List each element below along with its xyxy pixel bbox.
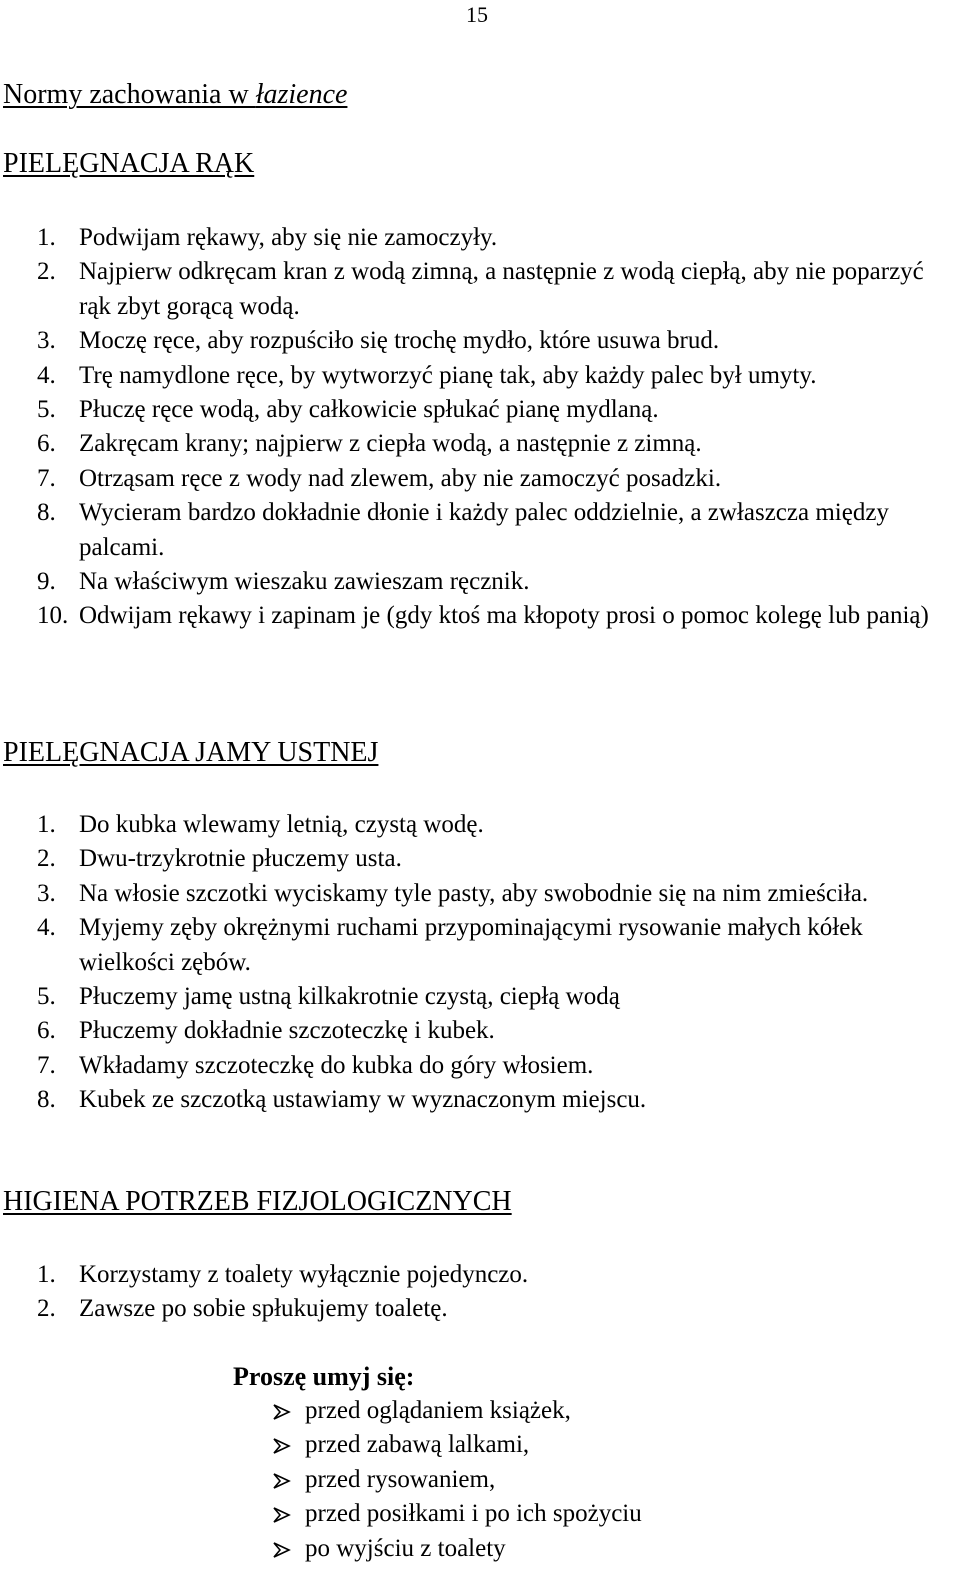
reminder-item-text: przed rysowaniem, (305, 1465, 496, 1493)
item-text: Najpierw odkręcam kran z wodą zimną, a następnie z wodą ciepłą, aby nie poparzyć rąk zbyt gorącą wodą. (79, 258, 924, 320)
section-heading-hand-care: PIELĘGNACJA RĄK (3, 148, 255, 179)
document-title (3, 79, 347, 111)
item-text: Otrząsam ręce z wody nad zlewem, aby nie zamoczyć posadzki. (79, 464, 722, 492)
item-number: 6. (37, 1017, 56, 1045)
item-number: 6. (37, 430, 56, 458)
reminder-item (233, 1463, 642, 1497)
reminder-item (233, 1394, 642, 1428)
item-text: Płuczemy dokładnie szczoteczkę i kubek. (79, 1017, 495, 1045)
item-text: Myjemy zęby okrężnymi ruchami przypominającymi rysowanie małych kółek wielkości zębów. (79, 914, 863, 976)
list-item (0, 1014, 959, 1048)
list-item (0, 1083, 959, 1117)
item-number: 4. (37, 361, 56, 389)
arrowhead-icon (273, 1438, 291, 1454)
title-prefix: Normy zachowania w (3, 79, 256, 110)
reminder-item-text: po wyjściu z toalety (305, 1534, 506, 1562)
item-number: 3. (37, 879, 56, 907)
item-text: Płuczemy jamę ustną kilkakrotnie czystą, ciepłą wodą (79, 983, 620, 1011)
item-number: 8. (37, 1086, 56, 1114)
reminder-item (233, 1428, 642, 1462)
item-text: Wkładamy szczoteczkę do kubka do góry włosiem. (79, 1051, 594, 1079)
item-number: 2. (37, 845, 56, 873)
list-item (0, 221, 959, 255)
page-number: 15 (466, 2, 488, 27)
list-item (0, 599, 959, 633)
item-number: 8. (37, 499, 56, 527)
item-text: Trę namydlone ręce, by wytworzyć pianę tak, aby każdy palec był umyty. (79, 361, 817, 389)
list-item (0, 359, 959, 393)
item-number: 7. (37, 464, 56, 492)
item-number: 1. (37, 224, 56, 251)
arrowhead-icon (273, 1507, 291, 1523)
list-item (0, 565, 959, 599)
list-item (0, 255, 959, 324)
list-item (0, 1258, 959, 1292)
item-number: 1. (37, 1261, 56, 1288)
item-number: 2. (37, 258, 56, 286)
item-text: Dwu-trzykrotnie płuczemy usta. (79, 845, 402, 873)
arrowhead-icon (273, 1542, 291, 1558)
reminder-item-text: przed posiłkami i po ich spożyciu (305, 1500, 642, 1528)
list-item (0, 980, 959, 1014)
list-item (0, 393, 959, 427)
toilet-hygiene-list (0, 1258, 959, 1327)
item-number: 5. (37, 983, 56, 1011)
list-item (0, 911, 959, 980)
item-number: 5. (37, 396, 56, 424)
list-item (0, 427, 959, 461)
list-item (0, 877, 959, 911)
item-text: Podwijam rękawy, aby się nie zamoczyły. (79, 224, 498, 251)
list-item (0, 842, 959, 876)
reminder-item-text: przed oglądaniem książek, (305, 1397, 571, 1424)
item-number: 3. (37, 327, 56, 355)
item-text: Płuczę ręce wodą, aby całkowicie spłukać pianę mydlaną. (79, 396, 659, 424)
item-text: Zawsze po sobie spłukujemy toaletę. (79, 1295, 448, 1323)
item-text: Na właściwym wieszaku zawieszam ręcznik. (79, 568, 530, 596)
item-text: Do kubka wlewamy letnią, czystą wodę. (79, 811, 484, 838)
title-emphasis: łazience (255, 79, 348, 110)
reminder-item (233, 1532, 642, 1566)
hand-care-list (0, 221, 959, 634)
item-text: Kubek ze szczotką ustawiamy w wyznaczonym miejscu. (79, 1086, 647, 1114)
item-number: 7. (37, 1051, 56, 1079)
arrowhead-icon (273, 1404, 291, 1420)
section-heading-oral-care: PIELĘGNACJA JAMY USTNEJ (3, 737, 379, 768)
item-number: 10. (37, 602, 69, 630)
item-number: 4. (37, 914, 56, 942)
section-heading-toilet-hygiene: HIGIENA POTRZEB FIZJOLOGICZNYCH (3, 1186, 512, 1217)
arrowhead-icon (273, 1473, 291, 1489)
reminder-item-text: przed zabawą lalkami, (305, 1431, 530, 1459)
reminder-title: Proszę umyj się: (233, 1362, 415, 1391)
list-item (0, 324, 959, 358)
list-item (0, 1049, 959, 1083)
list-item (0, 1292, 959, 1326)
item-number: 9. (37, 568, 56, 596)
item-number: 2. (37, 1295, 56, 1323)
item-text: Zakręcam krany; najpierw z ciepła wodą, a następnie z zimną. (79, 430, 702, 458)
reminder-list (233, 1394, 642, 1566)
item-text: Odwijam rękawy i zapinam je (gdy ktoś ma kłopoty prosi o pomoc kolegę lub panią) (79, 602, 929, 630)
reminder-item (233, 1497, 642, 1531)
item-text: Moczę ręce, aby rozpuściło się trochę mydło, które usuwa brud. (79, 327, 720, 355)
item-text: Na włosie szczotki wyciskamy tyle pasty, aby swobodnie się na nim zmieściła. (79, 879, 869, 907)
list-item (0, 462, 959, 496)
item-text: Korzystamy z toalety wyłącznie pojedynczo. (79, 1261, 529, 1288)
wash-reminder (233, 1360, 642, 1566)
item-number: 1. (37, 811, 56, 838)
item-text: Wycieram bardzo dokładnie dłonie i każdy palec oddzielnie, a zwłaszcza między palcami. (79, 499, 889, 561)
list-item (0, 496, 959, 565)
oral-care-list (0, 808, 959, 1118)
list-item (0, 808, 959, 842)
